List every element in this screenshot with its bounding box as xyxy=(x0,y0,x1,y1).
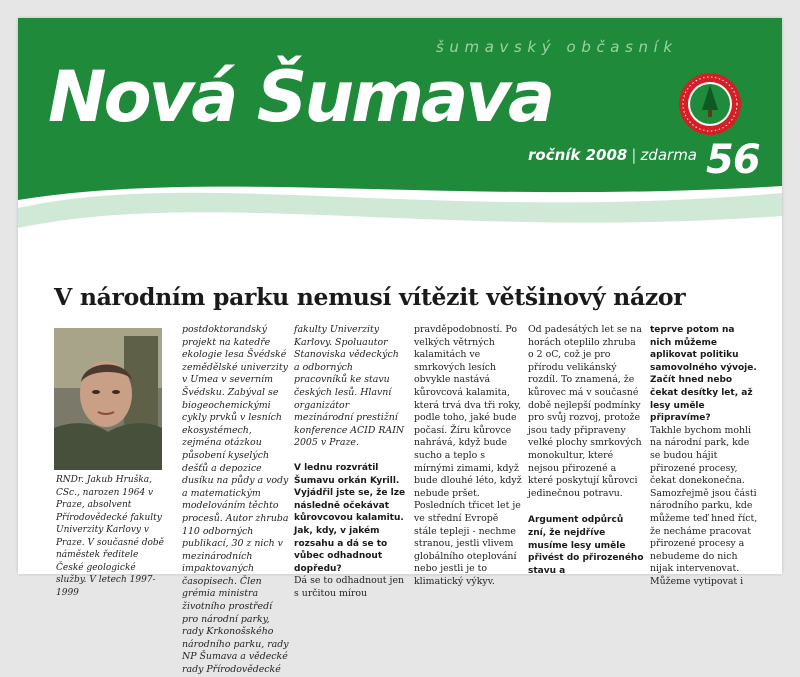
interview-question-2: Argument odpůrců zní, že nejdříve musíme lesy uměle přivést do přirozeného stavu a xyxy=(528,515,644,576)
issue-year: ročník 2008 xyxy=(528,146,628,164)
article-headline: V národním parku nemusí vítězit většinový názor xyxy=(54,283,686,311)
masthead-subtitle: šumavský občasník xyxy=(436,38,678,56)
article-column-2 xyxy=(294,324,406,599)
author-bio-text: postdoktorandský projekt na katedře ekologie lesa Švédské zemědělské univerzity v Umea v severním Švédsku. Zabýval se biogeochemickými cykly prvků v lesních ekosystémech, zejména otázkou působení kyselých dešťů a depozice dusíku na půdy a vody a matematickým modelováním těchto procesů. Autor zhruba 110 odborných publikací, 30 z nich v mezinárodních impaktovaných časopisech. Člen grémia ministra životního prostředí pro národní parky, rady Krkonošského národního parku, rady NP Šumava a vědecké rady Přírodovědecké xyxy=(182,324,289,676)
article-column-1 xyxy=(182,324,290,676)
national-park-badge-icon xyxy=(678,72,742,136)
article-column-3 xyxy=(414,324,522,587)
answer-1-final-part: Od padesátých let se na horách oteplilo zhruba o 2 oC, což je pro přírodu velikánský rozdíl. To znamená, že kůrovec má v současné době nejlepší podmínky pro svůj rozvoj, protože jsou tady připraveny velké plochy smrkových monokultur, které nejsou přirozené a které poskytují kůrovci jedinečnou potravu. xyxy=(528,324,642,499)
author-bio-continuation: fakulty Univerzity Karlovy. Spoluautor Stanoviska vědeckých a odborných pracovníků ke stavu českých lesů. Hlavní organizátor mezinárodní prestižní konference ACID RAIN 2005 v Praze. xyxy=(294,324,405,449)
article-column-5 xyxy=(650,324,758,587)
interview-answer-1: Dá se to odhadnout jen s určitou mírou xyxy=(294,575,405,599)
interview-answer-2: Takhle bychom mohli na národní park, kde se budou hájit přirozené procesy, čekat donekonečna. Samozřejmě jsou části národního parku, kde můžeme teď hned říct, že necháme pracovat přirozené procesy a nebudeme do nich nijak intervenovat. Můžeme vytipovat i xyxy=(650,424,758,587)
photo-caption: RNDr. Jakub Hruška, CSc., narozen 1964 v Praze, absolvent Přírodovědecké fakulty Univerzity Karlovy v Praze. V současné době náměstek ředitele České geologické služby. V letech 1997-1999 xyxy=(56,475,164,598)
interview-question-2-continuation: teprve potom na nich můžeme aplikovat politiku samovolného vývoje. Začít hned nebo čekat desítky let, až lesy uměle připravíme? xyxy=(650,325,757,424)
article-column-4 xyxy=(528,324,644,576)
interview-question-1: V lednu rozvrátil Šumavu orkán Kyrill. Vyjádřil jste se, že lze následně očekávat kůrovcovou kalamitu. Jak, kdy, v jakém rozsahu a dá se to vůbec odhadnout dopředu? xyxy=(294,462,406,574)
issue-number: 56 xyxy=(706,137,760,183)
portrait-photo xyxy=(54,328,162,470)
masthead-title: Nová Šumava xyxy=(48,56,553,138)
issue-info xyxy=(528,146,697,164)
issue-price: zdarma xyxy=(640,146,697,164)
answer-1-continuation: pravděpodobností. Po velkých větrných kalamitách ve smrkových lesích obvykle nastává kůrovcová kalamita, která trvá dva tři roky, podle toho, jaké bude počasí. Žíru kůrovce nahrává, když bude sucho a teplo s mírnými zimami, když bude dlouhé léto, když nebude pršet. Posledních třicet let je ve střední Evropě stále tepleji - nechme stranou, jestli vlivem globálního oteplování nebo jestli je to klimatický výkyv. xyxy=(414,324,522,587)
newspaper-page xyxy=(18,18,782,676)
issue-divider: | xyxy=(631,146,637,164)
